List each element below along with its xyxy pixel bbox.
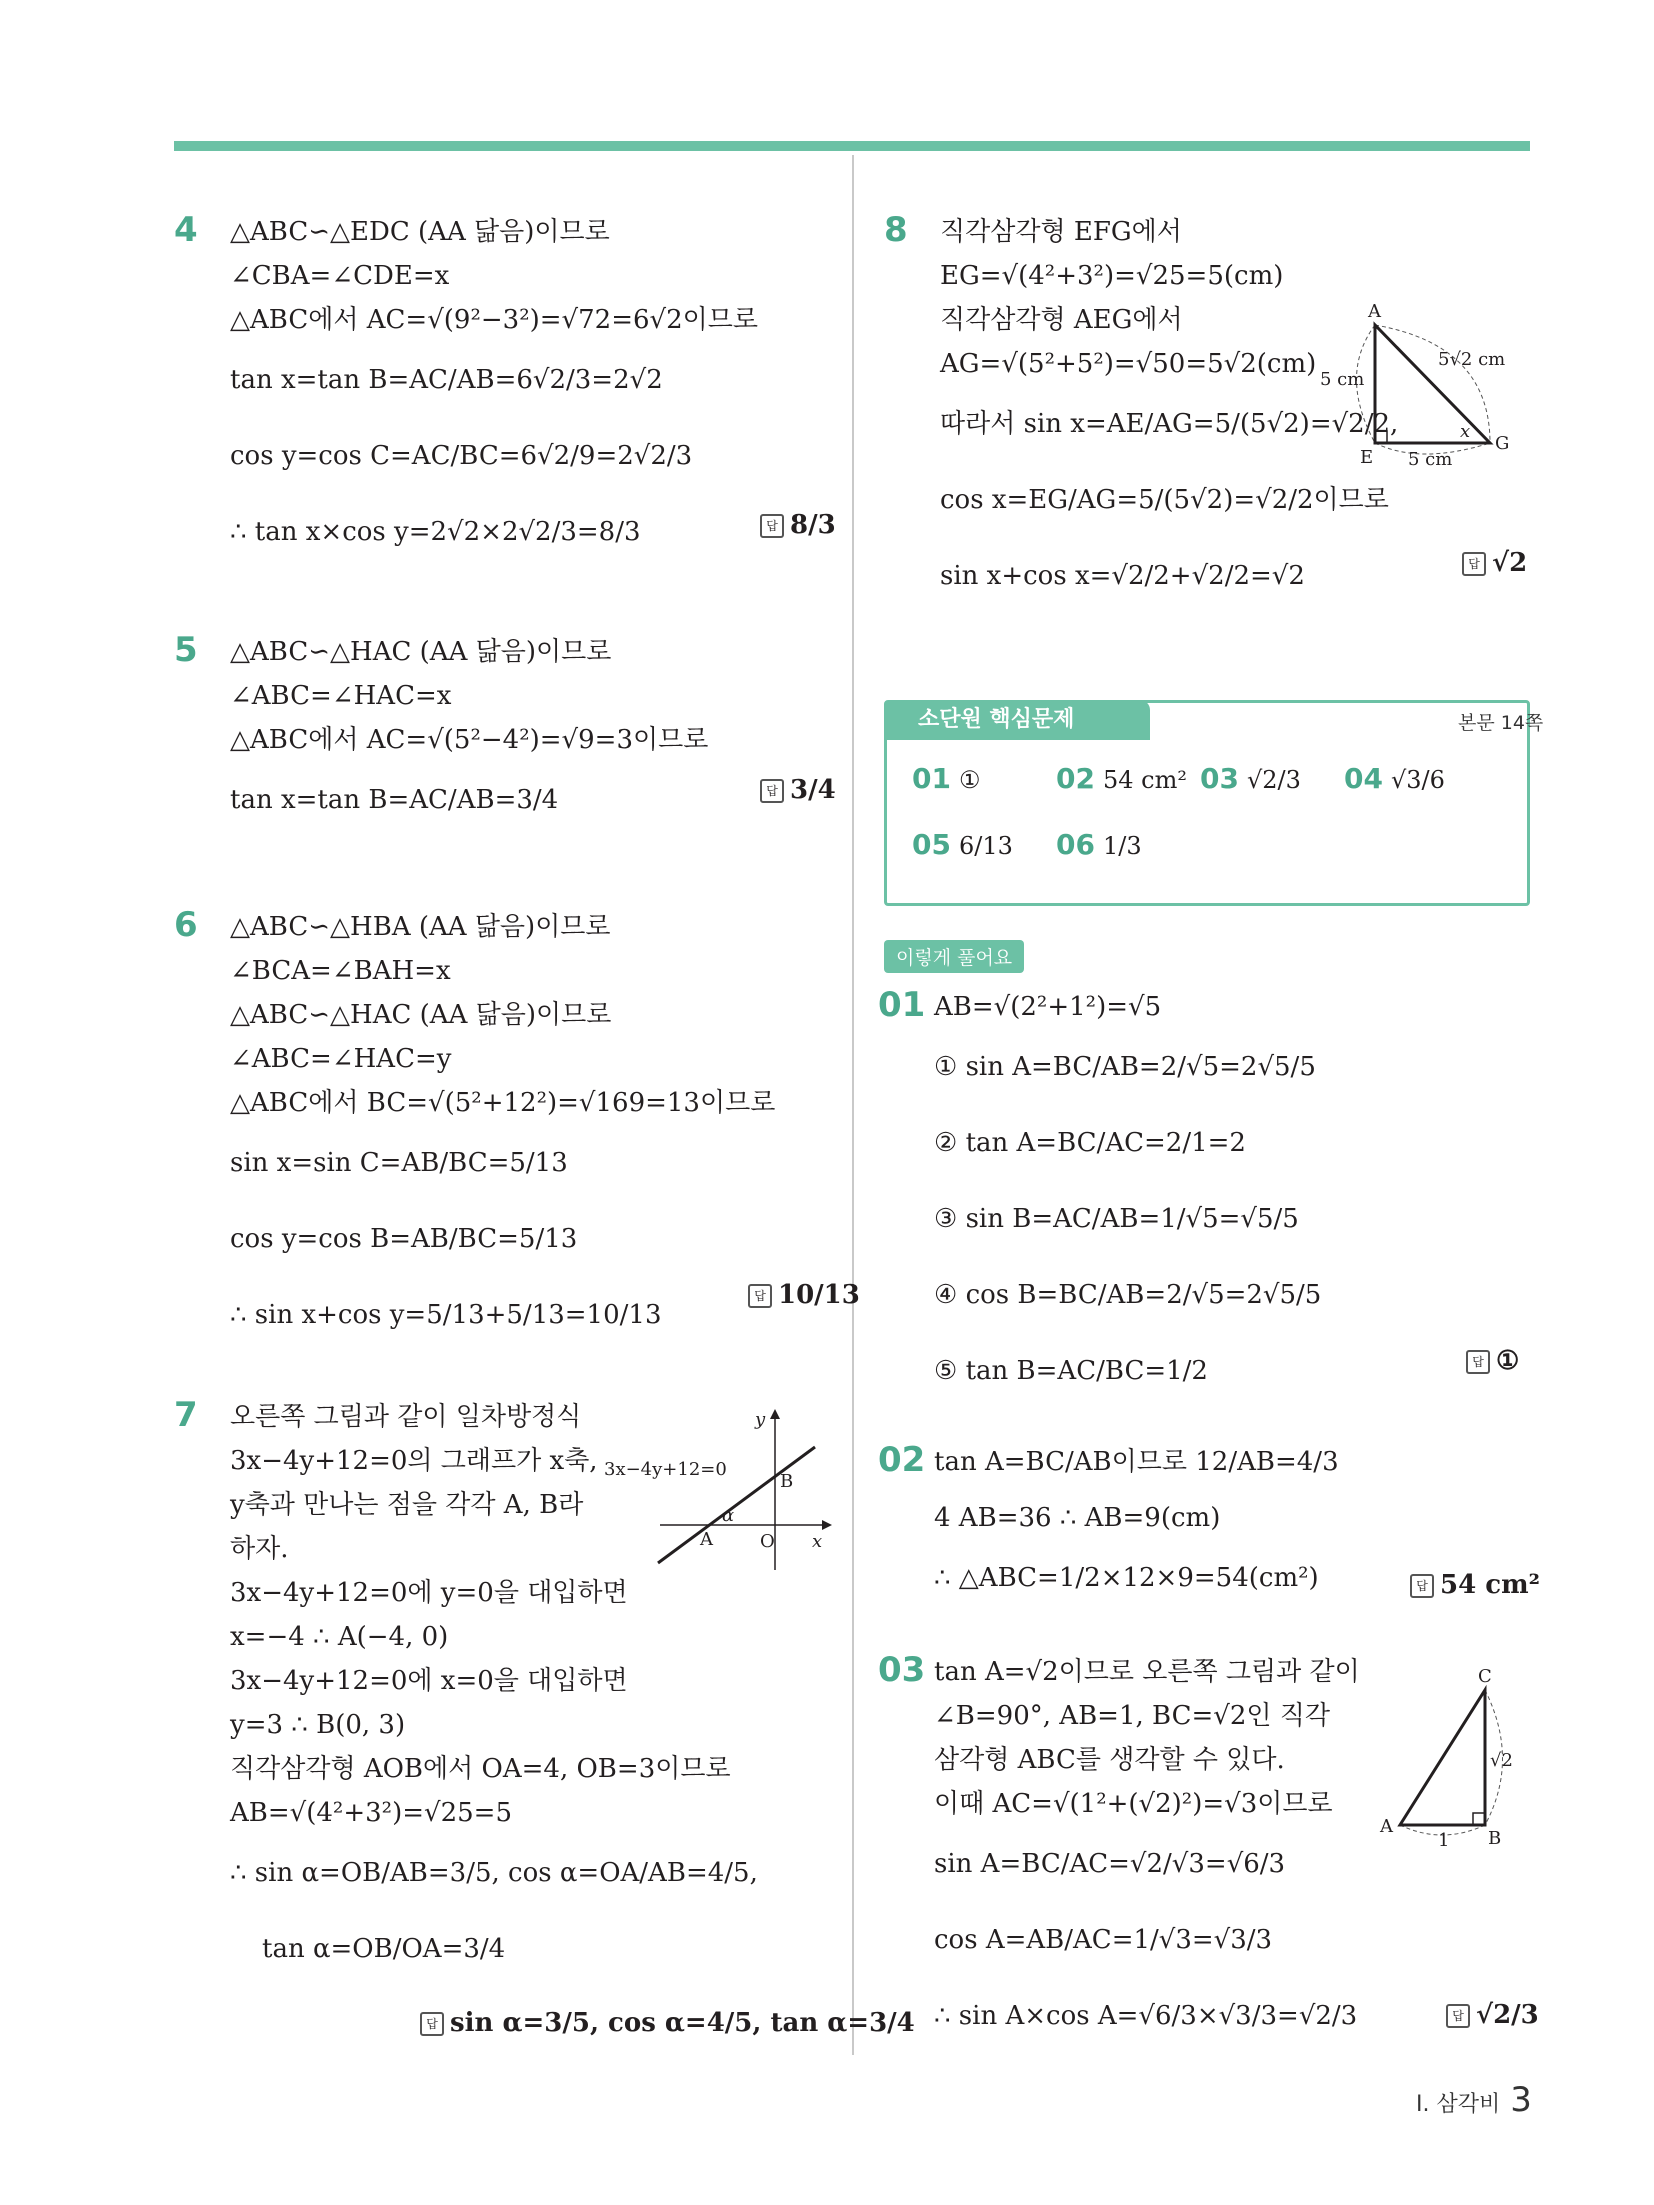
solution-line: 3x−4y+12=0의 그래프가 x축, [230, 1446, 598, 1476]
solution-line: AB=√(4²+3²)=√25=5 [230, 1798, 513, 1828]
problem-number: 8 [884, 210, 908, 250]
vertex-label-a: A [1380, 1816, 1393, 1837]
key-answer-number: 02 [1056, 762, 1095, 795]
solution-line: △ABC∽△HBA (AA 닮음)이므로 [230, 912, 611, 942]
solution-line: cos y=cos C=AC/BC=6√2/9=2√2/3 [230, 441, 693, 471]
solve-label: 이렇게 풀어요 [884, 940, 1024, 973]
solution-line: △ABC에서 AC=√(5²−4²)=√9=3이므로 [230, 725, 709, 755]
solution-line: sin x=sin C=AB/BC=5/13 [230, 1148, 568, 1178]
solution-line: ∠ABC=∠HAC=x [230, 681, 452, 711]
key-answer-value: 6/13 [958, 832, 1013, 860]
page-number: 3 [1510, 2080, 1532, 2120]
graph-figure-7 [600, 1405, 840, 1575]
solution-line: cos A=AB/AC=1/√3=√3/3 [934, 1925, 1273, 1955]
solution-line: △ABC∽△EDC (AA 닮음)이므로 [230, 217, 610, 247]
answer-value: ① [1496, 1346, 1520, 1376]
solution-line: ∴ sin α=OB/AB=3/5, cos α=OA/AB=4/5, [230, 1858, 758, 1888]
answer-mark-icon: 답 [748, 1284, 772, 1308]
answer-value: sin α=3/5, cos α=4/5, tan α=3/4 [450, 2008, 915, 2038]
solution-line: AG=√(5²+5²)=√50=5√2(cm) [940, 349, 1317, 379]
key-answer-item [1056, 828, 1142, 861]
solution-line: ∠B=90°, AB=1, BC=√2인 직각 [934, 1701, 1331, 1731]
answer [1466, 1346, 1519, 1376]
solution-line: 오른쪽 그림과 같이 일차방정식 [230, 1402, 582, 1432]
triangle-abc [1400, 1690, 1485, 1825]
chapter-label: Ⅰ. 삼각비 [1416, 2092, 1501, 2117]
key-answer-item [1056, 762, 1187, 795]
solution-line: tan x=tan B=AC/AB=6√2/3=2√2 [230, 365, 663, 395]
answer-mark-icon: 답 [1462, 552, 1486, 576]
point-label-b: B [780, 1471, 794, 1492]
answer [1446, 2000, 1539, 2030]
key-answer-number: 06 [1056, 828, 1095, 861]
key-answer-item [912, 762, 980, 795]
answer [760, 775, 836, 805]
solution-line: 직각삼각형 AEG에서 [940, 305, 1183, 335]
answer-value: 3/4 [790, 775, 836, 805]
length-label-ae: 5 cm [1320, 369, 1365, 390]
right-angle-mark [1473, 1813, 1485, 1825]
key-answer-value: √2/3 [1246, 766, 1301, 794]
key-answer-number: 03 [1200, 762, 1239, 795]
length-label-ab: 1 [1438, 1830, 1450, 1851]
top-accent-bar [174, 141, 1530, 151]
key-answers-tab: 소단원 핵심문제 [884, 700, 1150, 740]
problem-number: 5 [174, 630, 198, 670]
solution-line: y=3 ∴ B(0, 3) [230, 1710, 406, 1740]
triangle-figure-8 [1320, 295, 1530, 480]
key-answer-value: 54 cm² [1102, 766, 1187, 794]
column-divider [852, 155, 854, 2055]
answer-value: √2/3 [1476, 2000, 1539, 2030]
solution-line: 따라서 sin x=AE/AG=5/(5√2)=√2/2, [940, 409, 1399, 439]
problem-number: 01 [878, 985, 926, 1025]
solution-line: ∠ABC=∠HAC=y [230, 1044, 452, 1074]
triangle-aeg [1375, 325, 1490, 443]
solution-line: ∴ sin x+cos y=5/13+5/13=10/13 [230, 1300, 662, 1330]
solution-line: ① sin A=BC/AB=2/√5=2√5/5 [934, 1052, 1316, 1082]
solution-line: ∠BCA=∠BAH=x [230, 956, 451, 986]
solution-line: cos x=EG/AG=5/(5√2)=√2/2이므로 [940, 485, 1389, 515]
solution-line: EG=√(4²+3²)=√25=5(cm) [940, 261, 1284, 291]
solution-line: △ABC∽△HAC (AA 닮음)이므로 [230, 637, 612, 667]
key-answer-value: √3/6 [1390, 766, 1445, 794]
page-footer [1416, 2080, 1532, 2120]
solution-line: ③ sin B=AC/AB=1/√5=√5/5 [934, 1204, 1299, 1234]
answer-value: √2 [1492, 548, 1528, 578]
answer [1462, 548, 1527, 578]
page-reference: 본문 14쪽 [1458, 712, 1544, 734]
triangle-figure-03 [1370, 1660, 1530, 1860]
solution-line: sin x+cos x=√2/2+√2/2=√2 [940, 561, 1305, 591]
point-label-a: A [700, 1529, 713, 1550]
solution-line: 이때 AC=√(1²+(√2)²)=√3이므로 [934, 1789, 1333, 1819]
answer [748, 1280, 860, 1310]
solution-line: tan α=OB/OA=3/4 [262, 1934, 506, 1964]
solution-line: △ABC∽△HAC (AA 닮음)이므로 [230, 1000, 612, 1030]
angle-label: α [722, 1505, 735, 1526]
solution-line: ∴ △ABC=1/2×12×9=54(cm²) [934, 1563, 1319, 1593]
solution-line: △ABC에서 BC=√(5²+12²)=√169=13이므로 [230, 1088, 776, 1118]
length-label-eg: 5 cm [1408, 449, 1453, 470]
solution-line: 삼각형 ABC를 생각할 수 있다. [934, 1745, 1285, 1775]
solution-line: tan x=tan B=AC/AB=3/4 [230, 785, 559, 815]
vertex-label-a: A [1368, 301, 1381, 322]
solution-line: y축과 만나는 점을 각각 A, B라 [230, 1490, 584, 1520]
axis-label-y: y [755, 1409, 766, 1430]
solution-line: △ABC에서 AC=√(9²−3²)=√72=6√2이므로 [230, 305, 758, 335]
solution-line: AB=√(2²+1²)=√5 [934, 992, 1162, 1022]
solution-line: 직각삼각형 AOB에서 OA=4, OB=3이므로 [230, 1754, 731, 1784]
key-answer-number: 01 [912, 762, 951, 795]
length-label-bc: √2 [1490, 1750, 1513, 1771]
answer-value: 8/3 [790, 510, 836, 540]
answer [1410, 1570, 1540, 1600]
answer-mark-icon: 답 [420, 2012, 444, 2036]
answer-value: 10/13 [778, 1280, 860, 1310]
equation-label: 3x−4y+12=0 [604, 1459, 727, 1480]
origin-label: O [760, 1531, 775, 1552]
solution-line: ⑤ tan B=AC/BC=1/2 [934, 1356, 1208, 1386]
solution-line: ④ cos B=BC/AB=2/√5=2√5/5 [934, 1280, 1322, 1310]
answer-value: 54 cm² [1440, 1570, 1540, 1600]
problem-number: 02 [878, 1440, 926, 1480]
problem-number: 03 [878, 1650, 926, 1690]
x-axis-arrow-icon [822, 1520, 832, 1530]
answer-mark-icon: 답 [1410, 1574, 1434, 1598]
vertex-label-e: E [1360, 447, 1374, 468]
solution-line: 직각삼각형 EFG에서 [940, 217, 1182, 247]
solution-line: ∠CBA=∠CDE=x [230, 261, 450, 291]
problem-number: 4 [174, 210, 198, 250]
key-answer-value: 1/3 [1102, 832, 1142, 860]
solution-line: ∴ tan x×cos y=2√2×2√2/3=8/3 [230, 517, 641, 547]
key-answer-item [1344, 762, 1445, 795]
answer-mark-icon: 답 [1446, 2004, 1470, 2028]
solution-line: ② tan A=BC/AC=2/1=2 [934, 1128, 1246, 1158]
vertex-label-b: B [1488, 1828, 1502, 1849]
answer [760, 510, 836, 540]
solution-line: 하자. [230, 1534, 289, 1564]
problem-number: 7 [174, 1395, 198, 1435]
solution-line: tan A=√2이므로 오른쪽 그림과 같이 [934, 1657, 1360, 1687]
vertex-label-c: C [1478, 1666, 1492, 1687]
length-label-ag: 5√2 cm [1438, 349, 1506, 370]
key-answer-value: ① [958, 766, 981, 794]
key-answer-number: 05 [912, 828, 951, 861]
key-answer-number: 04 [1344, 762, 1383, 795]
solution-line: x=−4 ∴ A(−4, 0) [230, 1622, 449, 1652]
right-angle-mark [1375, 431, 1387, 443]
solution-line: tan A=BC/AB이므로 12/AB=4/3 [934, 1447, 1339, 1477]
axis-label-x: x [812, 1531, 823, 1552]
vertex-label-g: G [1495, 433, 1510, 454]
solution-line: 3x−4y+12=0에 x=0을 대입하면 [230, 1666, 628, 1696]
solution-line: 4 AB=36 ∴ AB=9(cm) [934, 1503, 1221, 1533]
solution-line: sin A=BC/AC=√2/√3=√6/3 [934, 1849, 1286, 1879]
answer-mark-icon: 답 [760, 779, 784, 803]
answer-mark-icon: 답 [1466, 1350, 1490, 1374]
solution-line: ∴ sin A×cos A=√6/3×√3/3=√2/3 [934, 2001, 1358, 2031]
angle-label-x: x [1460, 421, 1471, 442]
solution-line: cos y=cos B=AB/BC=5/13 [230, 1224, 578, 1254]
y-axis-arrow-icon [770, 1409, 780, 1419]
problem-number: 6 [174, 905, 198, 945]
key-answer-item [1200, 762, 1301, 795]
key-answer-item [912, 828, 1013, 861]
answer [420, 2008, 915, 2038]
answer-mark-icon: 답 [760, 514, 784, 538]
solution-line: 3x−4y+12=0에 y=0을 대입하면 [230, 1578, 628, 1608]
